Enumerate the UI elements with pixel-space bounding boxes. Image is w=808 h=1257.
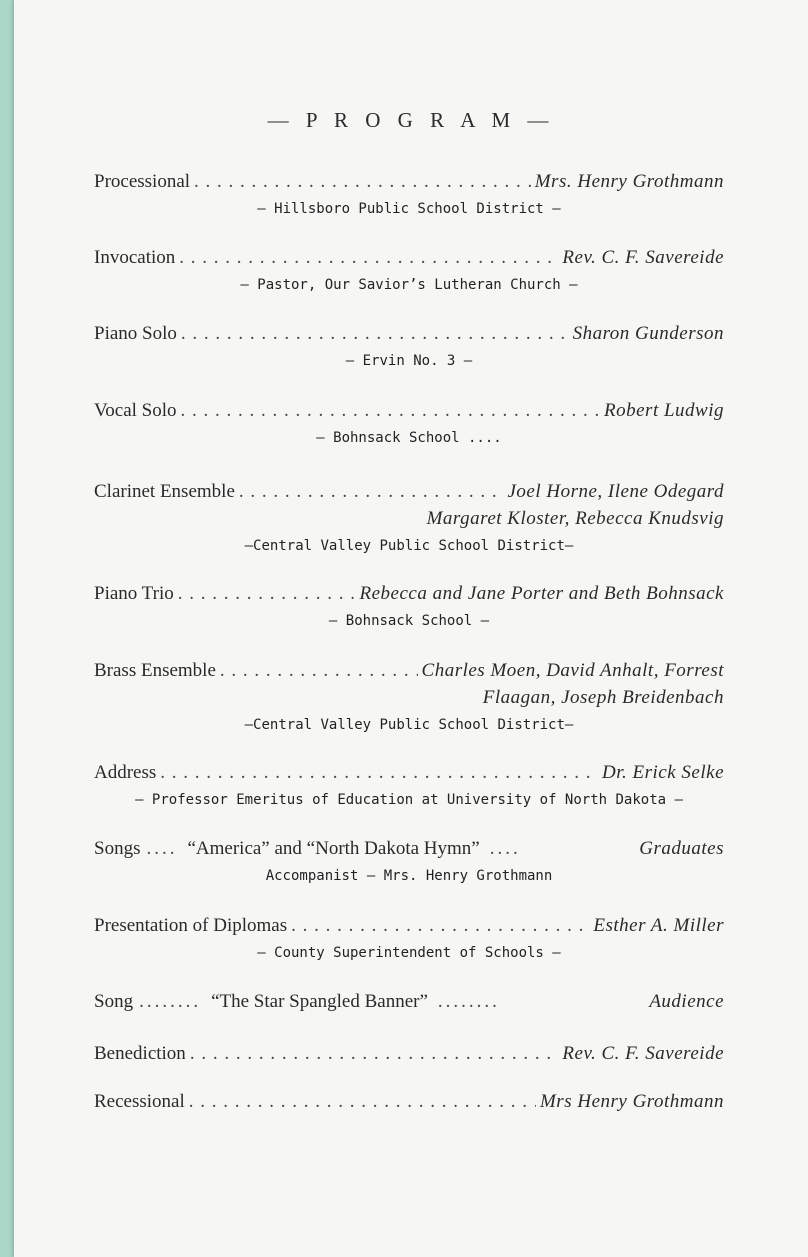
leader-dots xyxy=(194,168,531,195)
item-label: Songs xyxy=(94,838,141,859)
program-item-piano-solo xyxy=(94,320,724,371)
item-label: Piano Solo xyxy=(94,323,177,344)
item-label: Presentation of Diplomas xyxy=(94,915,288,936)
leader-dots: .... xyxy=(146,838,178,859)
item-subtitle: — County Superintendent of Schools — xyxy=(257,945,561,961)
program-item-piano-trio xyxy=(94,580,724,631)
leader-dots xyxy=(291,912,589,939)
program-item-song xyxy=(94,988,724,1015)
item-label: Brass Ensemble xyxy=(94,660,216,681)
item-performer: Rev. C. F. Savereide xyxy=(562,1043,724,1064)
leader-dots xyxy=(181,397,601,424)
item-performer: Graduates xyxy=(639,838,724,859)
item-performer-continued: Margaret Kloster, Rebecca Knudsvig xyxy=(426,508,724,529)
leader-dots xyxy=(239,478,504,505)
item-label: Clarinet Ensemble xyxy=(94,481,235,502)
program-item-address xyxy=(94,759,724,810)
item-performer: Charles Moen, David Anhalt, Forrest xyxy=(421,660,724,681)
item-subtitle: — Bohnsack School .... xyxy=(316,430,502,446)
program-title: — P R O G R A M — xyxy=(267,108,555,132)
item-performer: Rev. C. F. Savereide xyxy=(562,247,724,268)
leader-dots xyxy=(189,1088,536,1115)
item-performer: Mrs. Henry Grothmann xyxy=(534,171,724,192)
item-performer: Mrs Henry Grothmann xyxy=(539,1091,724,1112)
item-subtitle: —Central Valley Public School District— xyxy=(244,717,574,733)
item-label: Benediction xyxy=(94,1043,186,1064)
leader-dots: .... xyxy=(489,838,521,859)
leader-dots xyxy=(178,580,356,607)
program-item-vocal-solo xyxy=(94,397,724,448)
item-subtitle: — Hillsboro Public School District — xyxy=(257,201,561,217)
program-item-processional xyxy=(94,168,724,219)
leader-dots xyxy=(179,244,558,271)
item-subtitle: Accompanist — Mrs. Henry Grothmann xyxy=(265,868,553,884)
item-subtitle: — Professor Emeritus of Education at University of North Dakota — xyxy=(135,792,683,808)
item-performer: Audience xyxy=(649,991,724,1012)
item-label: Vocal Solo xyxy=(94,400,177,421)
item-performer: Dr. Erick Selke xyxy=(602,762,724,783)
program-item-benediction xyxy=(94,1040,724,1067)
item-subtitle: — Bohnsack School — xyxy=(328,613,490,629)
item-performer: Rebecca and Jane Porter and Beth Bohnsack xyxy=(359,583,724,604)
song-title: “The Star Spangled Banner” xyxy=(211,991,428,1012)
item-performer: Robert Ludwig xyxy=(604,400,724,421)
program-item-clarinet-ensemble xyxy=(94,478,724,556)
program-item-invocation xyxy=(94,244,724,295)
leader-dots xyxy=(181,320,569,347)
item-label: Processional xyxy=(94,171,191,192)
item-subtitle: —Central Valley Public School District— xyxy=(244,538,574,554)
program-item-recessional xyxy=(94,1088,724,1115)
item-subtitle: — Ervin No. 3 — xyxy=(345,353,473,369)
item-performer-continued: Flaagan, Joseph Breidenbach xyxy=(482,687,724,708)
song-titles: “America” and “North Dakota Hymn” xyxy=(187,838,480,859)
program-item-songs xyxy=(94,835,724,886)
item-label: Invocation xyxy=(94,247,176,268)
item-label: Piano Trio xyxy=(94,583,174,604)
leader-dots xyxy=(190,1040,559,1067)
item-performer: Sharon Gunderson xyxy=(572,323,724,344)
item-performer: Joel Horne, Ilene Odegard xyxy=(507,481,724,502)
item-label: Song xyxy=(94,991,134,1012)
item-performer: Esther A. Miller xyxy=(593,915,724,936)
leader-dots xyxy=(220,657,418,684)
leader-dots xyxy=(160,759,598,786)
program-item-brass-ensemble xyxy=(94,657,724,735)
item-subtitle: — Pastor, Our Savior’s Lutheran Church — xyxy=(240,277,578,293)
program-item-presentation-of-diplomas xyxy=(94,912,724,963)
leader-dots: ........ xyxy=(139,991,202,1012)
item-label: Recessional xyxy=(94,1091,185,1112)
program-page xyxy=(14,0,808,1257)
leader-dots: ........ xyxy=(437,991,500,1012)
item-label: Address xyxy=(94,762,157,783)
